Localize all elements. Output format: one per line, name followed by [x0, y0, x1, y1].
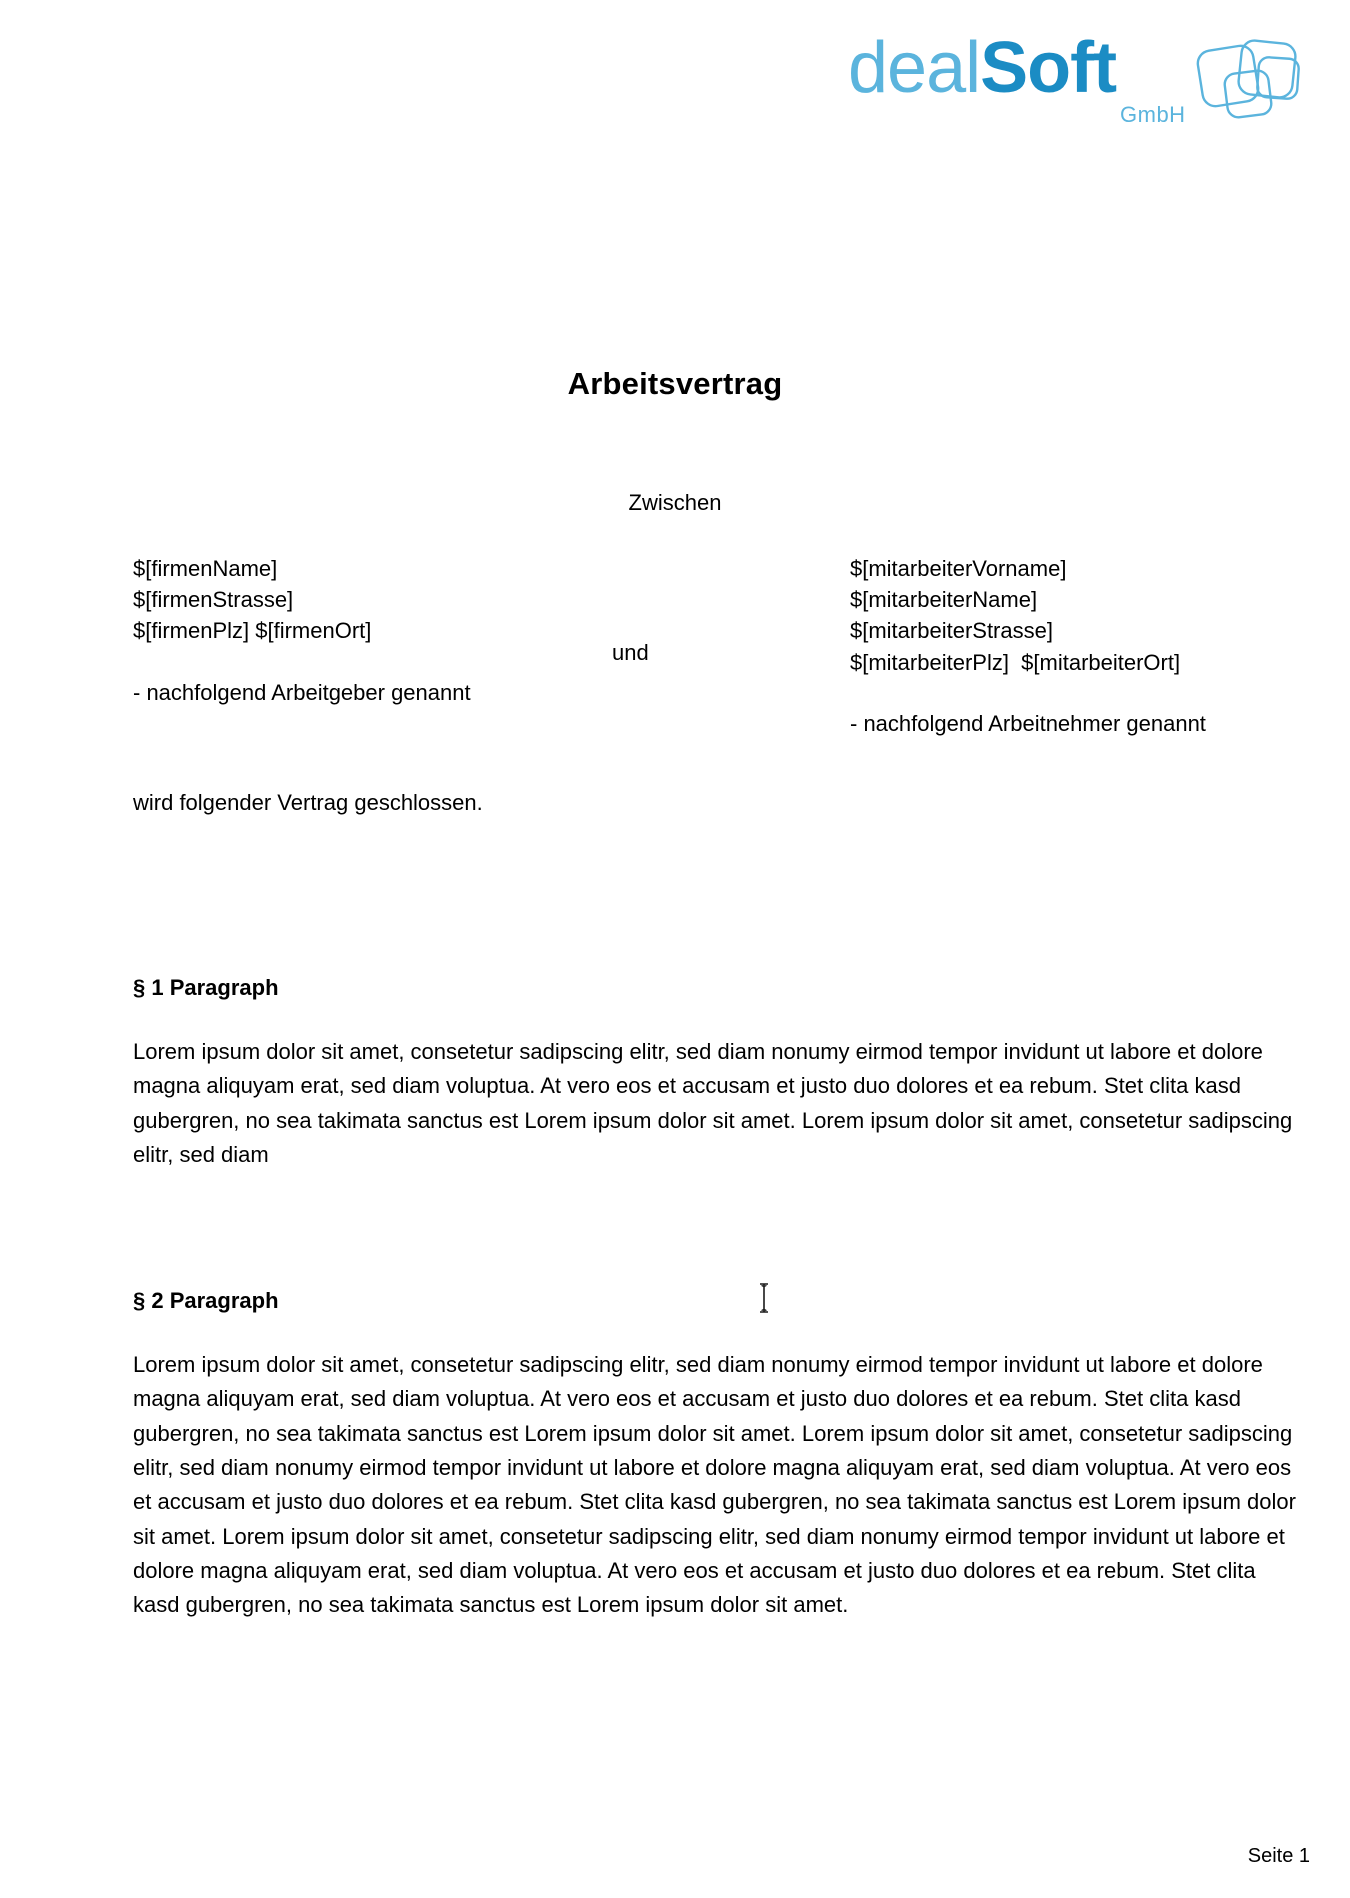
logo-text-soft: Soft: [980, 28, 1117, 108]
employer-line: $[firmenPlz] $[firmenOrt]: [133, 618, 372, 644]
logo-legal-form: GmbH: [1120, 102, 1186, 127]
employee-line: $[mitarbeiterPlz] $[mitarbeiterOrt]: [850, 649, 1181, 675]
employee-line: $[mitarbeiterStrasse]: [850, 618, 1053, 644]
employer-party-block: [133, 553, 603, 708]
employee-line: $[mitarbeiterVorname]: [850, 556, 1067, 581]
company-logo: [848, 26, 1308, 144]
contract-section: [133, 1288, 1308, 1623]
conjunction-und: und: [612, 640, 649, 665]
between-label: Zwischen: [628, 490, 722, 515]
employee-designation: - nachfolgend Arbeitnehmer genannt: [850, 710, 1206, 736]
logo-wordmark: [848, 28, 1117, 108]
employee-party-block: [850, 553, 1320, 739]
employee-line: $[mitarbeiterName]: [850, 587, 1038, 613]
employer-line: $[firmenName]: [133, 556, 278, 581]
employer-line: $[firmenStrasse]: [133, 587, 294, 613]
contract-intro-line: wird folgender Vertrag geschlossen.: [133, 790, 483, 815]
page-number-label: Seite 1: [1247, 1845, 1310, 1867]
page-footer: [0, 1845, 1310, 1868]
section-heading: § 1 Paragraph: [133, 975, 279, 1000]
section-heading: § 2 Paragraph: [133, 1288, 279, 1313]
section-body: Lorem ipsum dolor sit amet, consetetur sadipscing elitr, sed diam nonumy eirmod tempor invidunt ut labore et dolore magna aliquyam erat, sed diam voluptua. At vero eos et accusam et justo duo dolores et ea rebum. Stet clita kasd gubergren, no sea takimata sanctus est Lorem ipsum dolor sit amet. Lorem ipsum dolor sit amet, consetetur sadipscing elitr, sed diam nonumy eirmod tempor invidunt ut labore et dolore magna aliquyam erat, sed diam voluptua. At vero eos et accusam et justo duo dolores et ea rebum. Stet clita kasd gubergren, no sea takimata sanctus est Lorem ipsum dolor sit amet. Lorem ipsum dolor sit amet, consetetur sadipscing elitr, sed diam nonumy eirmod tempor invidunt ut labore et dolore magna aliquyam erat, sed diam voluptua. At vero eos et accusam et justo duo dolores et ea rebum. Stet clita kasd gubergren, no sea takimata sanctus est Lorem ipsum dolor sit amet.: [133, 1352, 1296, 1618]
logo-text-deal: deal: [848, 28, 981, 108]
section-body: Lorem ipsum dolor sit amet, consetetur sadipscing elitr, sed diam nonumy eirmod tempor invidunt ut labore et dolore magna aliquyam erat, sed diam voluptua. At vero eos et accusam et justo duo dolores et ea rebum. Stet clita kasd gubergren, no sea takimata sanctus est Lorem ipsum dolor sit amet. Lorem ipsum dolor sit amet, consetetur sadipscing elitr, sed diam: [133, 1039, 1293, 1167]
contract-section: [133, 975, 1308, 1172]
page-title: Arbeitsvertrag: [567, 366, 783, 401]
employer-designation: - nachfolgend Arbeitgeber genannt: [133, 679, 471, 705]
overlapping-rounded-squares-icon: [1196, 28, 1308, 140]
